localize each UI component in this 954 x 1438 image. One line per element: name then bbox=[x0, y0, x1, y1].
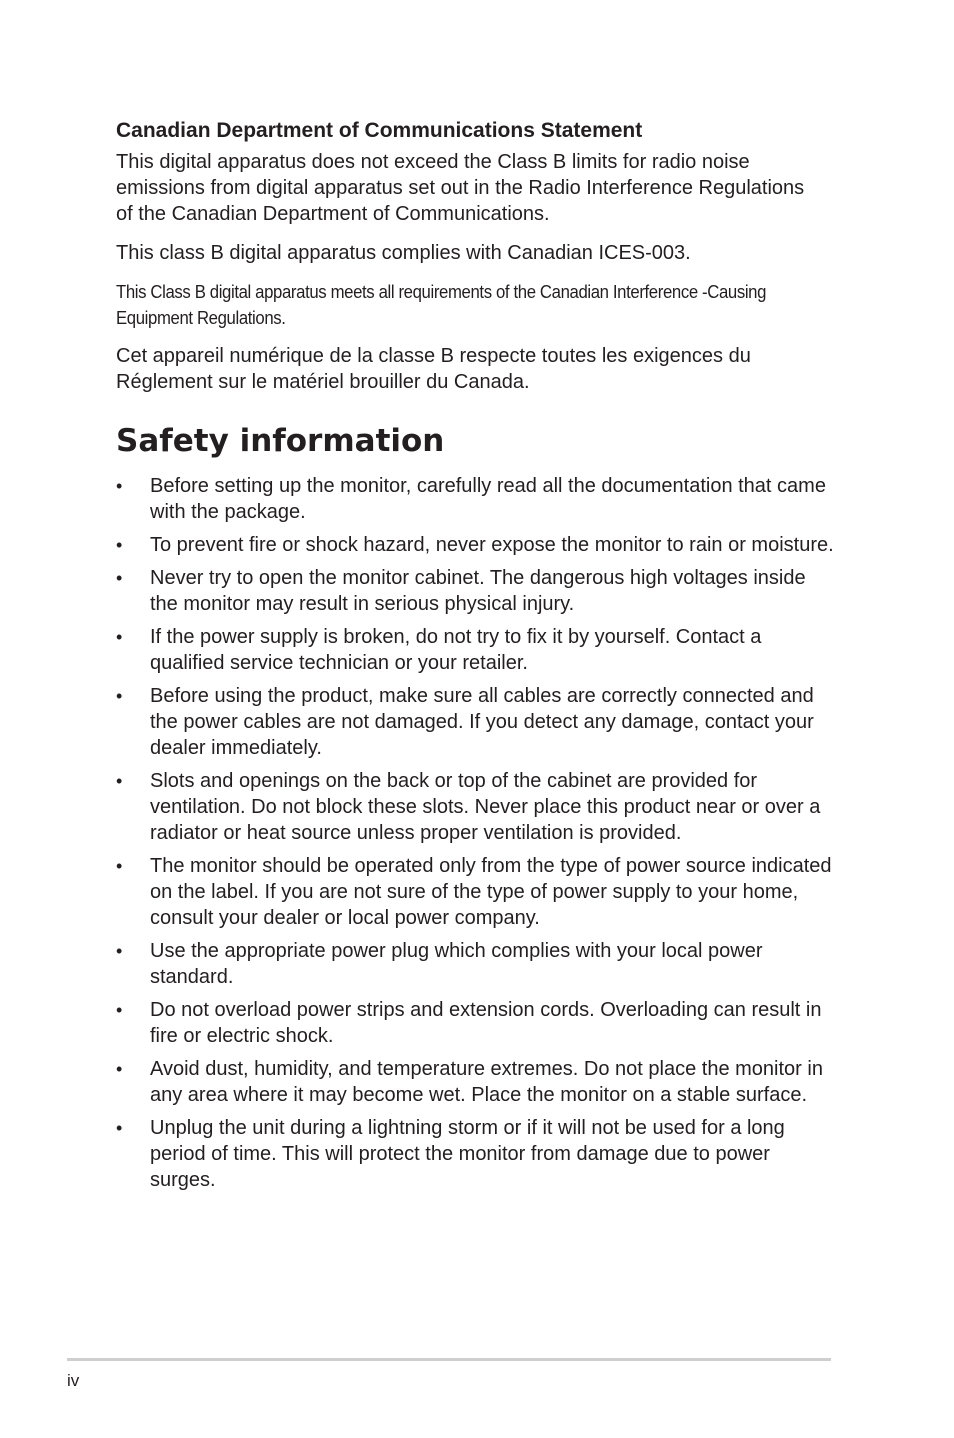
safety-item-6 bbox=[116, 768, 836, 846]
bullet-icon: • bbox=[116, 476, 123, 496]
safety-item-text: Use the appropriate power plug which complies with your local power standard. bbox=[150, 940, 763, 988]
canadian-statement-title: Canadian Department of Communications Statement bbox=[116, 119, 643, 142]
bullet-icon: • bbox=[116, 1059, 123, 1079]
safety-item-text: Before using the product, make sure all cables are correctly connected and the power cables are not damaged. If you detect any damage, contact your dealer immediately. bbox=[150, 685, 814, 759]
safety-item-text: Unplug the unit during a lightning storm or if it will not be used for a long period of time. This will protect the monitor from damage due to power surges. bbox=[150, 1117, 785, 1191]
safety-item-8 bbox=[116, 938, 836, 990]
safety-list bbox=[116, 473, 836, 1193]
safety-item-11 bbox=[116, 1115, 836, 1193]
bullet-icon: • bbox=[116, 856, 123, 876]
safety-item-text: If the power supply is broken, do not try to fix it by yourself. Contact a qualified service technician or your retailer. bbox=[150, 626, 762, 674]
safety-item-1 bbox=[116, 473, 836, 525]
bullet-icon: • bbox=[116, 686, 123, 706]
safety-item-10 bbox=[116, 1056, 836, 1108]
bullet-icon: • bbox=[116, 568, 123, 588]
canadian-paragraph-french: Cet appareil numérique de la classe B respecte toutes les exigences du Réglement sur le matériel brouiller du Canada. bbox=[116, 345, 751, 393]
canadian-paragraph-2: This class B digital apparatus complies with Canadian ICES-003. bbox=[116, 242, 691, 264]
safety-item-9 bbox=[116, 997, 836, 1049]
safety-item-7 bbox=[116, 853, 836, 931]
safety-item-text: Avoid dust, humidity, and temperature extremes. Do not place the monitor in any area where it may become wet. Place the monitor on a stable surface. bbox=[150, 1058, 823, 1106]
canadian-paragraph-3: This Class B digital apparatus meets all requirements of the Canadian Interference -Causing Equipment Regulations. bbox=[116, 282, 767, 328]
bullet-icon: • bbox=[116, 771, 123, 791]
bullet-icon: • bbox=[116, 627, 123, 647]
page-number: iv bbox=[67, 1371, 80, 1390]
bullet-icon: • bbox=[116, 1118, 123, 1138]
bullet-icon: • bbox=[116, 535, 123, 555]
page-content bbox=[116, 117, 836, 1200]
safety-item-text: To prevent fire or shock hazard, never expose the monitor to rain or moisture. bbox=[150, 534, 834, 556]
canadian-paragraph-1: This digital apparatus does not exceed the Class B limits for radio noise emissions from digital apparatus set out in the Radio Interference Regulations of the Canadian Department of Communications. bbox=[116, 151, 805, 225]
safety-item-text: Before setting up the monitor, carefully read all the documentation that came with the package. bbox=[150, 475, 826, 523]
safety-item-5 bbox=[116, 683, 836, 761]
bullet-icon: • bbox=[116, 1000, 123, 1020]
safety-item-text: Slots and openings on the back or top of the cabinet are provided for ventilation. Do not block these slots. Never place this product near or over a radiator or heat source unless proper ventilation is provided. bbox=[150, 770, 821, 844]
safety-item-text: The monitor should be operated only from the type of power source indicated on the label. If you are not sure of the type of power supply to your home, consult your dealer or local power company. bbox=[150, 855, 832, 929]
safety-item-text: Do not overload power strips and extension cords. Overloading can result in fire or electric shock. bbox=[150, 999, 822, 1047]
bullet-icon: • bbox=[116, 941, 123, 961]
safety-information-heading: Safety information bbox=[116, 423, 445, 459]
safety-item-2 bbox=[116, 532, 836, 558]
safety-item-3 bbox=[116, 565, 836, 617]
footer-divider bbox=[67, 1358, 831, 1361]
safety-item-4 bbox=[116, 624, 836, 676]
safety-item-text: Never try to open the monitor cabinet. The dangerous high voltages inside the monitor may result in serious physical injury. bbox=[150, 567, 806, 615]
